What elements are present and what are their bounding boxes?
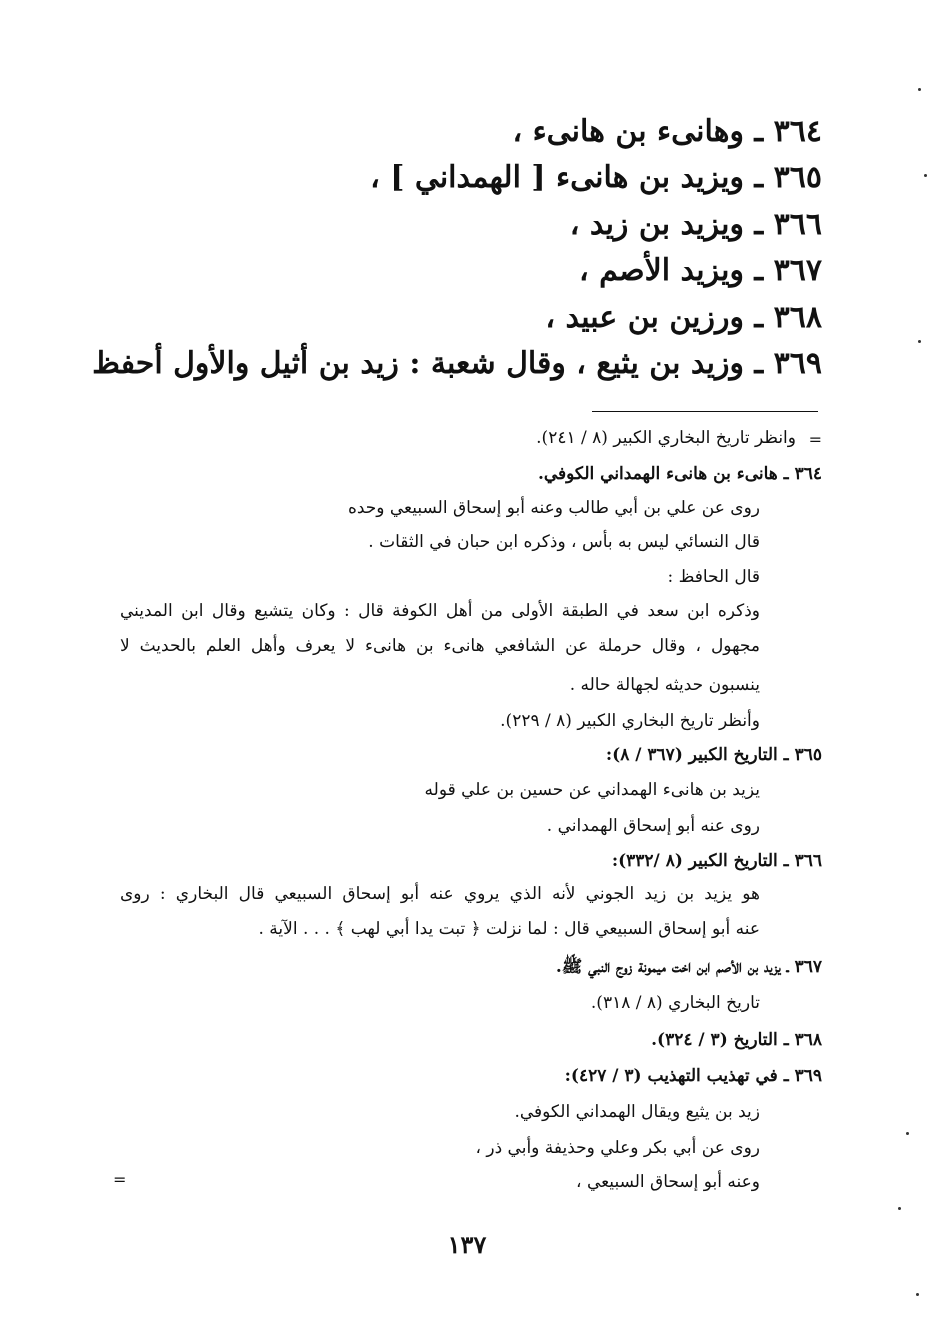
footnote-line: زيد بن يثيع ويقال الهمداني الكوفي. bbox=[514, 1102, 760, 1122]
footnote-line: وعنه أبو إسحاق السبيعي ، bbox=[576, 1172, 760, 1192]
scan-speck bbox=[918, 88, 921, 91]
footnote-heading-365: ٣٦٥ ـ التاريخ الكبير (٣٦٧ / ٨): bbox=[605, 745, 822, 765]
scan-speck bbox=[918, 340, 921, 343]
scan-speck bbox=[906, 1132, 909, 1135]
main-entry-368: ٣٦٨ ـ ورزين بن عبيد ، bbox=[545, 300, 822, 335]
footnote-line: قال الحافظ : bbox=[667, 567, 760, 587]
footnote-line: يزيد بن هانىء الهمداني عن حسين بن علي قوله bbox=[424, 780, 760, 800]
continuation-mark-bottom: = bbox=[113, 1170, 127, 1189]
footnote-heading-367: ٣٦٧ ـ يزيد بن الأصم ابن اخت ميمونة زوج النبي ﷺ. bbox=[555, 957, 822, 977]
scan-speck bbox=[924, 174, 927, 177]
footnote-heading-364: ٣٦٤ ـ هانىء بن هانىء الهمداني الكوفي. bbox=[537, 464, 822, 484]
footnote-line: روى عن أبي بكر وعلي وحذيفة وأبي ذر ، bbox=[475, 1138, 760, 1158]
footnote-line: وذكره ابن سعد في الطبقة الأولى من أهل الكوفة قال : وكان يتشيع وقال ابن المديني bbox=[120, 601, 760, 621]
footnote-line: عنه أبو إسحاق السبيعي قال : لما نزلت ﴿ تبت يدا أبي لهب ﴾ . . . الآية . bbox=[258, 919, 760, 939]
footnote-separator bbox=[592, 411, 818, 412]
footnote-line: مجهول ، وقال حرملة عن الشافعي هانىء بن هانىء لا يعرف وأهل العلم بالحديث لا bbox=[120, 636, 760, 656]
footnote-heading-369: ٣٦٩ ـ في تهذيب التهذيب (٣ / ٤٢٧): bbox=[564, 1066, 822, 1086]
main-entry-367: ٣٦٧ ـ ويزيد الأصم ، bbox=[579, 253, 822, 288]
main-entry-366: ٣٦٦ ـ ويزيد بن زيد ، bbox=[569, 207, 822, 242]
footnote-line: ينسبون حديثه لجهالة حاله . bbox=[569, 675, 760, 695]
continuation-mark-top: = bbox=[808, 430, 822, 449]
main-entry-364: ٣٦٤ ـ وهانىء بن هانىء ، bbox=[512, 114, 822, 149]
footnote-line: روى عن علي بن أبي طالب وعنه أبو إسحاق السبيعي وحده bbox=[347, 498, 760, 518]
scan-speck bbox=[916, 1293, 919, 1296]
footnote-heading-368: ٣٦٨ ـ التاريخ (٣ / ٣٢٤). bbox=[651, 1030, 822, 1050]
footnote-line: قال النسائي ليس به بأس ، وذكره ابن حبان في الثقات . bbox=[368, 532, 760, 552]
footnote-line: وأنظر تاريخ البخاري الكبير (٨ / ٢٢٩). bbox=[500, 711, 760, 731]
footnote-heading-366: ٣٦٦ ـ التاريخ الكبير (٨ /٣٣٢): bbox=[611, 851, 822, 871]
footnote-line: هو يزيد بن زيد الجوني لأنه الذي يروي عنه أبو إسحاق السبيعي قال البخاري : روى bbox=[120, 884, 760, 904]
footnote-line: روى عنه أبو إسحاق الهمداني . bbox=[546, 816, 760, 836]
main-entry-369: ٣٦٩ ـ وزيد بن يثيع ، وقال شعبة : زيد بن أثيل والأول أحفظ bbox=[92, 346, 822, 381]
scan-speck bbox=[898, 1207, 901, 1210]
footnote-line: وانظر تاريخ البخاري الكبير (٨ / ٢٤١). bbox=[536, 428, 796, 448]
main-entry-365: ٣٦٥ ـ ويزيد بن هانىء [ الهمداني ] ، bbox=[370, 160, 822, 195]
page-number: ١٣٧ bbox=[447, 1230, 487, 1259]
footnote-line: تاريخ البخاري (٨ / ٣١٨). bbox=[590, 993, 760, 1013]
